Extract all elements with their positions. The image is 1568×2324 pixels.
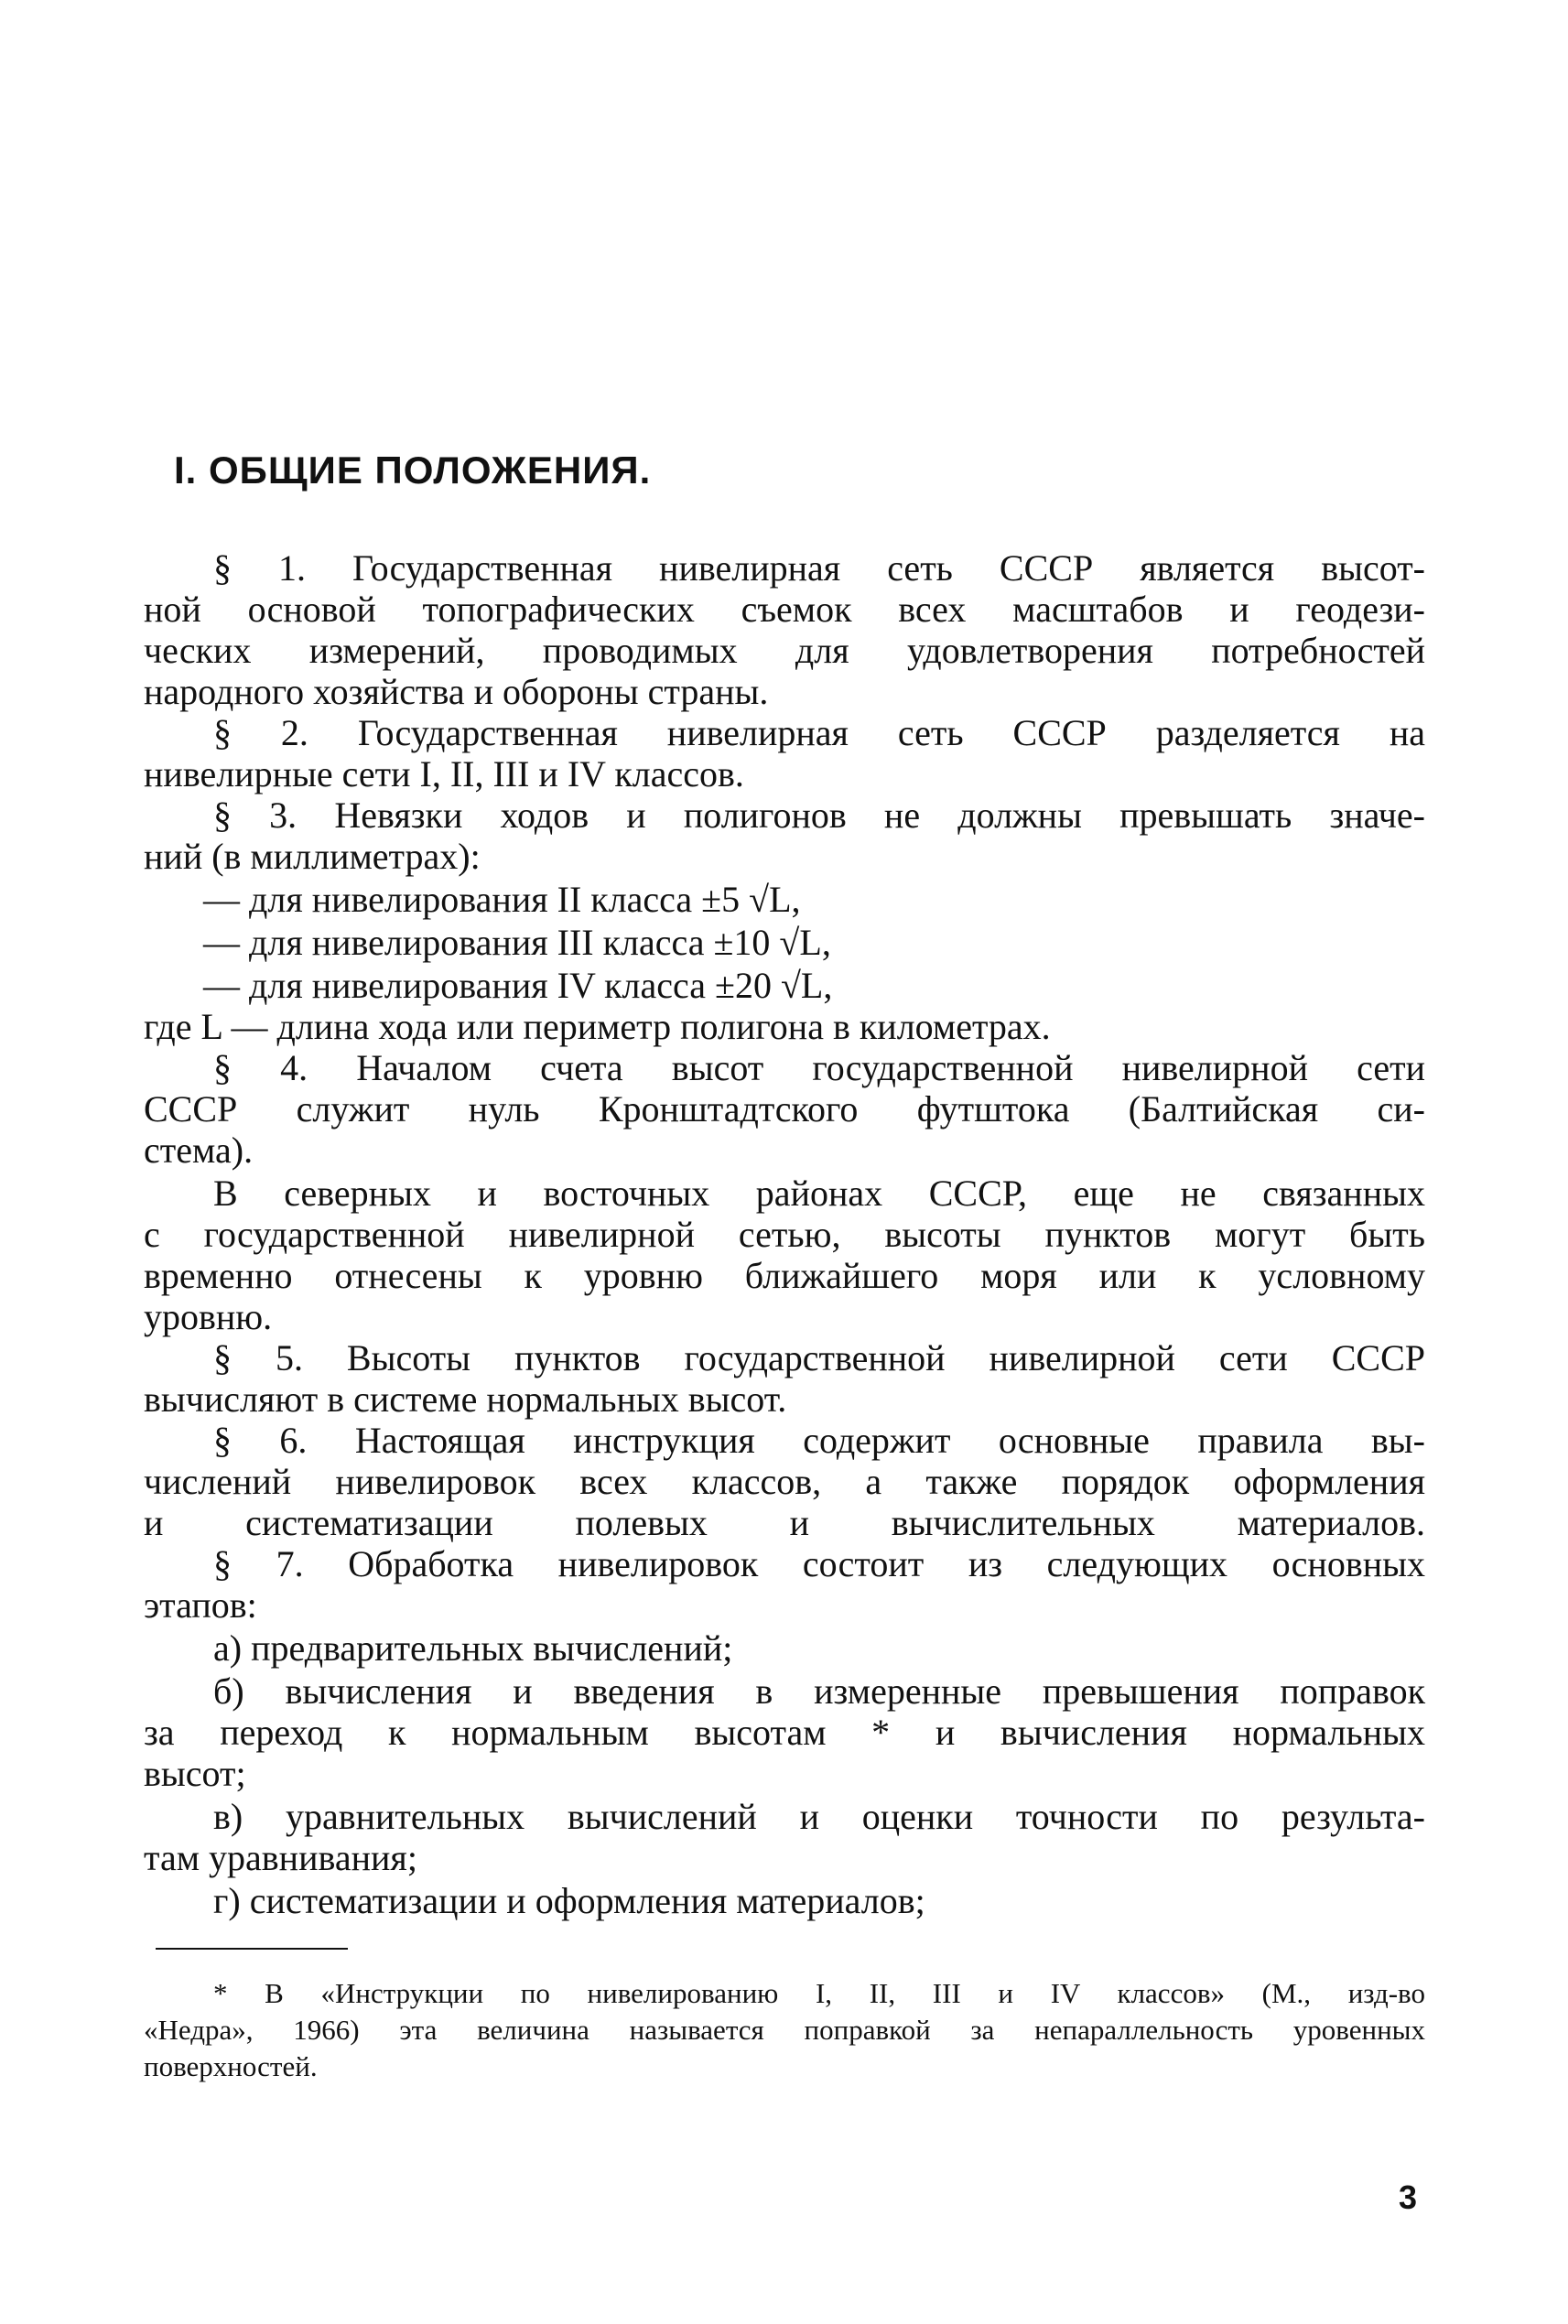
page-number: 3 [1399,2178,1418,2216]
text-line: с государственной нивелирной сетью, высоты пунктов могут быть [144,1214,1425,1255]
text-line: § 2. Государственная нивелирная сеть СССР разделяется на [213,712,1425,753]
text-line: ческих измерений, проводимых для удовлетворения потребностей [144,630,1425,671]
text-line: народного хозяйства и обороны страны. [144,671,769,712]
text-line: § 7. Обработка нивелировок состоит из следующих основных [213,1543,1425,1584]
text-line: ний (в миллиметрах): [144,836,481,877]
tolerance-list [144,879,1425,1006]
footnote-line: поверхностей. [144,2050,318,2082]
text-line: уровню. [144,1296,273,1337]
paragraph-5 [144,1337,1425,1420]
stages-list [144,1627,1425,1921]
stage-item-d: г) систематизации и оформления материалов; [213,1880,925,1921]
footnote-divider [156,1948,348,1950]
text-line: временно отнесены к уровню ближайшего моря или к условному [144,1255,1425,1296]
paragraph-1 [144,547,1425,712]
text-line: ной основой топографических съемок всех масштабов и геодези- [144,589,1425,630]
stage-item-c: в) уравнительных вычислений и оценки точности по результа- [213,1796,1425,1837]
footnote [144,1975,1425,2085]
body-text [144,547,1425,1921]
paragraph-4b [144,1173,1425,1337]
text-line: где L — длина хода или периметр полигона в километрах. [144,1006,1051,1047]
text-line: § 6. Настоящая инструкция содержит основные правила вы- [213,1420,1425,1461]
tolerance-item: — для нивелирования III класса ±10 √L, [203,922,831,963]
text-line: § 1. Государственная нивелирная сеть СССР является высот- [213,547,1425,589]
text-line: § 5. Высоты пунктов государственной нивелирной сети СССР [213,1337,1425,1378]
section-heading: I. ОБЩИЕ ПОЛОЖЕНИЯ. [174,449,652,492]
paragraph-4 [144,1047,1425,1171]
text-line: нивелирные сети I, II, III и IV классов. [144,753,744,794]
stage-item-a: а) предварительных вычислений; [213,1627,733,1669]
footnote-line: * В «Инструкции по нивелированию I, II, III и IV классов» (М., изд-во [213,1977,1425,2009]
text-line: § 4. Началом счета высот государственной нивелирной сети [213,1047,1425,1088]
text-line: этапов: [144,1584,257,1626]
paragraph-2 [144,712,1425,794]
text-line: вычисляют в системе нормальных высот. [144,1378,787,1420]
text-line: числений нивелировок всех классов, а также порядок оформления [144,1461,1425,1502]
tolerance-item: — для нивелирования II класса ±5 √L, [203,879,801,920]
paragraph-3 [144,794,1425,877]
paragraph-7 [144,1543,1425,1626]
stage-item-b: б) вычисления и введения в измеренные превышения поправок [213,1670,1425,1712]
text-line: § 3. Невязки ходов и полигонов не должны превышать значе- [213,794,1425,836]
tolerance-item: — для нивелирования IV класса ±20 √L, [203,965,833,1006]
text-line: там уравнивания; [144,1837,417,1878]
text-line: В северных и восточных районах СССР, еще не связанных [213,1173,1425,1214]
text-line: высот; [144,1753,246,1794]
text-line: СССР служит нуль Кронштадтского футштока (Балтийская си- [144,1088,1425,1130]
paragraph-6 [144,1420,1425,1543]
footnote-line: «Недра», 1966) эта величина называется поправкой за непараллельность уровенных [144,2014,1425,2046]
text-line: стема). [144,1130,254,1171]
text-line: за переход к нормальным высотам * и вычисления нормальных [144,1712,1425,1753]
text-line: и систематизации полевых и вычислительных материалов. [144,1502,1425,1543]
